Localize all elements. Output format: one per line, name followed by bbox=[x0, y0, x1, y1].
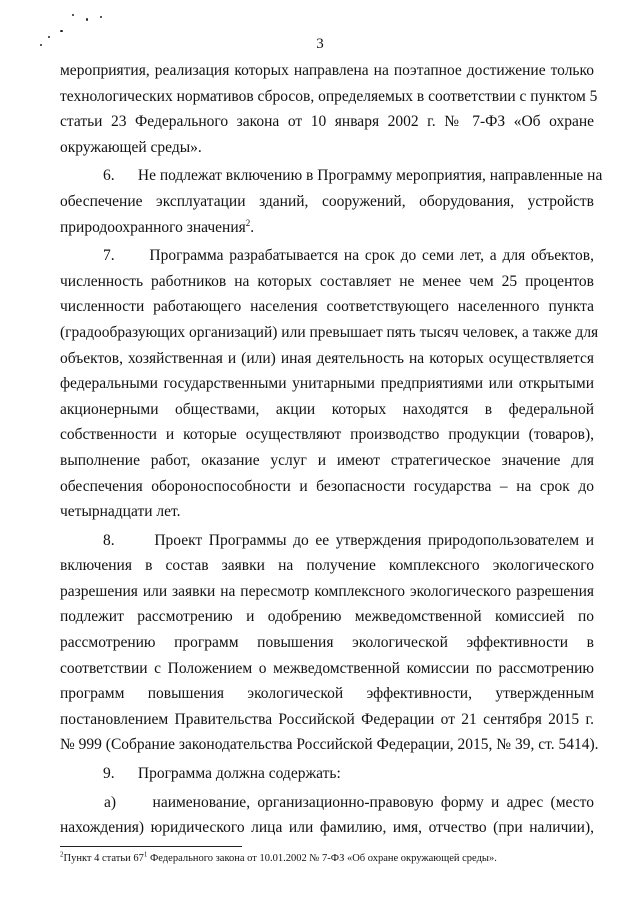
page-number: 3 bbox=[316, 36, 324, 52]
footnote-separator bbox=[60, 846, 242, 847]
text-line-with-footnote bbox=[60, 215, 594, 241]
footnote-superscript: 1 bbox=[143, 850, 148, 859]
text-line: мероприятия, реализация которых направлена на поэтапное достижение только bbox=[60, 62, 594, 79]
text-fragment: природоохранного значения bbox=[60, 218, 246, 236]
text-line: соответствии с Положением о межведомственной комиссии по рассмотрению bbox=[60, 659, 594, 677]
text-line: акционерными обществами, акции которых находятся в федеральной bbox=[60, 400, 594, 418]
text-line: постановлением Правительства Российской Федерации от 21 сентября 2015 г. bbox=[60, 710, 594, 728]
text-line: программ повышения экологической эффективности, утвержденным bbox=[60, 685, 594, 703]
text-line: обеспечение эксплуатации зданий, сооружений, оборудования, устройств bbox=[60, 192, 594, 210]
footnote-marker: 2 bbox=[60, 850, 64, 859]
text-line: технологических нормативов сбросов, определяемых в соответствии с пунктом 5 bbox=[60, 87, 598, 105]
line-end: . bbox=[250, 218, 255, 236]
text-line: выполнение работ, оказание услуг и имеют стратегическое значение для bbox=[60, 451, 594, 469]
text-line: статьи 23 Федерального закона от 10 января 2002 г. № 7-ФЗ «Об охране bbox=[60, 113, 594, 131]
text-line: № 999 (Собрание законодательства Российской Федерации, 2015, № 39, ст. 5414). bbox=[60, 736, 599, 754]
text-line: четырнадцати лет. bbox=[60, 503, 181, 521]
text-line: собственности и которые осуществляют производство продукции (товаров), bbox=[60, 426, 594, 444]
text-line: нахождения) юридического лица или фамилию, имя, отчество (при наличии), bbox=[60, 819, 594, 837]
text-line: 6. Не подлежат включению в Программу мероприятия, направленные на bbox=[103, 167, 603, 185]
text-line: численности работающего населения соответствующего населенного пункта bbox=[60, 298, 594, 316]
text-line: включения в состав заявки на получение комплексного экологического bbox=[60, 557, 594, 575]
text-line: объектов, хозяйственная и (или) иная деятельность на которых осуществляется bbox=[60, 349, 594, 367]
text-line: обеспечения обороноспособности и безопасности государства – на срок до bbox=[60, 477, 594, 495]
footnote-reference: 2 bbox=[245, 217, 251, 228]
text-line: федеральными государственными унитарными предприятиями или открытыми bbox=[60, 375, 594, 393]
text-line: численность работников на которых составляет не менее чем 25 процентов bbox=[60, 272, 594, 290]
text-line: подлежит рассмотрению и одобрению межведомственной комиссией по bbox=[60, 608, 594, 626]
text-line: 7. Программа разрабатывается на срок до семи лет, а для объектов, bbox=[103, 247, 594, 265]
footnote-text: Пункт 4 статьи 67 bbox=[63, 853, 144, 864]
text-line: разрешения или заявки на пересмотр комплексного экологического разрешения bbox=[60, 582, 594, 600]
footnote-text-rest: Федерального закона от 10.01.2002 № 7-ФЗ «Об охране окружающей среды». bbox=[147, 853, 497, 864]
body-text bbox=[60, 58, 603, 841]
text-line: 9. Программа должна содержать: bbox=[103, 765, 341, 783]
text-line: (градообразующих организаций) или превышает пять тысяч человек, а также для bbox=[60, 323, 599, 341]
text-line: а) наименование, организационно-правовую форму и адрес (место bbox=[104, 793, 594, 811]
text-line: рассмотрению программ повышения экологической эффективности в bbox=[60, 634, 594, 652]
footnote bbox=[60, 852, 600, 866]
text-line: 8. Проект Программы до ее утверждения природопользователем и bbox=[103, 531, 594, 549]
text-line: окружающей среды». bbox=[60, 138, 202, 156]
